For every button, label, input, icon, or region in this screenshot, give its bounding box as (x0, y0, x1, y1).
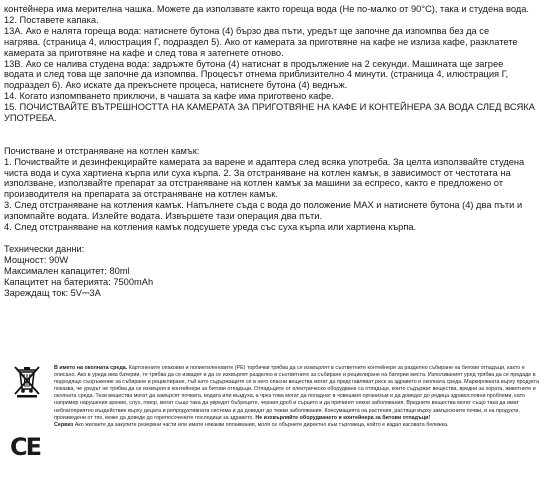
environment-warning: Не изхвърляйте оборудването в контейнера за битови отпадъци! (255, 414, 431, 421)
cleaning-line: производителя на препарата за отстраняване на котлен камък. (4, 189, 278, 200)
ce-mark: CE (10, 433, 41, 461)
spec-power: Мощност: 90W (4, 254, 69, 265)
manual-text (4, 4, 544, 298)
instruction-line: камерата за приготвяне на кафе и след това я затегнете отново. (4, 47, 284, 58)
instruction-line: 12. Поставете капака. (4, 14, 99, 25)
spec-battery: Капацитет на батерията: 7500mAh (4, 276, 154, 287)
instruction-line: 13В. Ако се налива студена вода: задръжте бутона (4) натиснат в продължение на 2 секунди. Машината ще загрее (4, 58, 504, 69)
cleaning-line: 1. Почиствайте и дезинфекцирайте камерата за варене и адаптера след всяка употреба. За целта използвайте студена (4, 156, 525, 167)
cleaning-line: изпомпайте водата. Излейте водата. Извършете тази операция два пъти. (4, 211, 323, 222)
spacer (4, 135, 544, 146)
instruction-line: 15. ПОЧИСТВАЙТЕ ВЪТРЕШНОСТТА НА КАМЕРАТА ЗА ПРИГОТВЯНЕ НА КАФЕ И КОНТЕЙНЕРА ЗА ВОДА СЛЕД ВСЯКА (4, 102, 535, 113)
weee-crossed-bin-icon (12, 364, 42, 398)
spec-charging: Зареждащ ток: 5V⎓3A (4, 287, 101, 298)
cleaning-line: 4. След отстраняване на котления камък подсушете уреда със суха кърпа или хартиена кърпа. (4, 222, 417, 233)
cleaning-line: 3. След отстраняване на котления камък. Напълнете съда с вода до положение MAX и натиснете бутона (4) два пъти и (4, 200, 523, 211)
specs-title: Технически данни: (4, 243, 85, 254)
spacer (4, 124, 544, 135)
instruction-line: 14. Когато изпомпването приключи, в чашата за кафе има приготвено кафе. (4, 91, 334, 102)
disposal-notice (54, 365, 540, 429)
instruction-line: УПОТРЕБА. (4, 113, 57, 124)
instruction-line: нагрява. (страница 4, илюстрация Г, подраздел 5). Ако от камерата за приготвяне на кафе не излиза кафе, разклатете (4, 36, 518, 47)
environment-lead: В името на околната среда. (54, 365, 128, 371)
instruction-line: водата и след това ще започне да изпомпва. Процесът отнема приблизително 4 минути. (страница 4, илюстрация Г, (4, 69, 509, 80)
service-body: Ако желаете да закупите резервни части или имате някакви оплаквания, моля се обърнете директно към търговеца, който е издал касовата бележка. (74, 421, 449, 428)
environment-paragraph (54, 365, 540, 422)
environment-body: Картонените опаковки и полиетиленовите (PE) торбички трябва да се изхвърлят в съответните контейнери за разделно събиране на битови отпадъци, както е описано. Ако в уреда има батерии, те трябва да се извадят и да се изхвърлят разделно в съответните за събиране и рециклиране на батерии места. Използваният уред трябва да се предаде в подходящо съоръжение за събиране и рециклиране, тъй като съдържащите се в него опасни вещества могат да представляват риск за здравето и околната среда. Маркировката върху продукта показва, че уредът не трябва да се изхвърля в контейнери за битови отпадъци. Отпадъците от електрическо оборудване са отпадъци, които съдържат вещества, вредни за хората, животните и околната среда. Тези вещества могат да замърсят почвата, водата или въздуха, а чрез това могат да попаднат в човешкия организъм и да доведат до редица здравословни проблеми, като например нарушения зрение, слух, говор, могат също така да увредят бъбреците, черния дроб и сърцето и да причинят някои заболявания. Вредните вещества могат също така да имат неблагоприятно въздействие върху децата и репродуктивната система и да доведат до тежки заболявания. Консумацията на растения, растящи върху замърсените почви, и на продукти, произведени от тях, може да доведе до горепосочените последици за здравето. (54, 365, 539, 421)
spacer (4, 233, 544, 244)
instruction-line: контейнера има мерителна чашка. Можете да използвате както гореща вода (Не по-малко от 90°C), така и студена вода. (4, 4, 529, 14)
cleaning-title: Почистване и отстраняване на котлен камък: (4, 145, 200, 156)
service-lead: Сервиз (54, 421, 74, 428)
service-paragraph (54, 422, 540, 429)
cleaning-line: използване, използвайте препарат за отстраняване на котлен камък за машини за еспресо, както е предложено от (4, 178, 503, 189)
instruction-line: подраздел 6). Ако искате да прекъснете процеса, натиснете бутона (4) веднъж. (4, 80, 348, 91)
spec-capacity: Максимален капацитет: 80ml (4, 265, 130, 276)
instruction-line: 13А. Ако е налята гореща вода: натиснете бутона (4) бързо два пъти, уредът ще започне да изпомпва без да се (4, 25, 490, 36)
cleaning-line: чиста вода и суха хартиена кърпа или суха кърпа. 2. За отстраняване на котлен камък, в зависимост от честотата на (4, 167, 511, 178)
